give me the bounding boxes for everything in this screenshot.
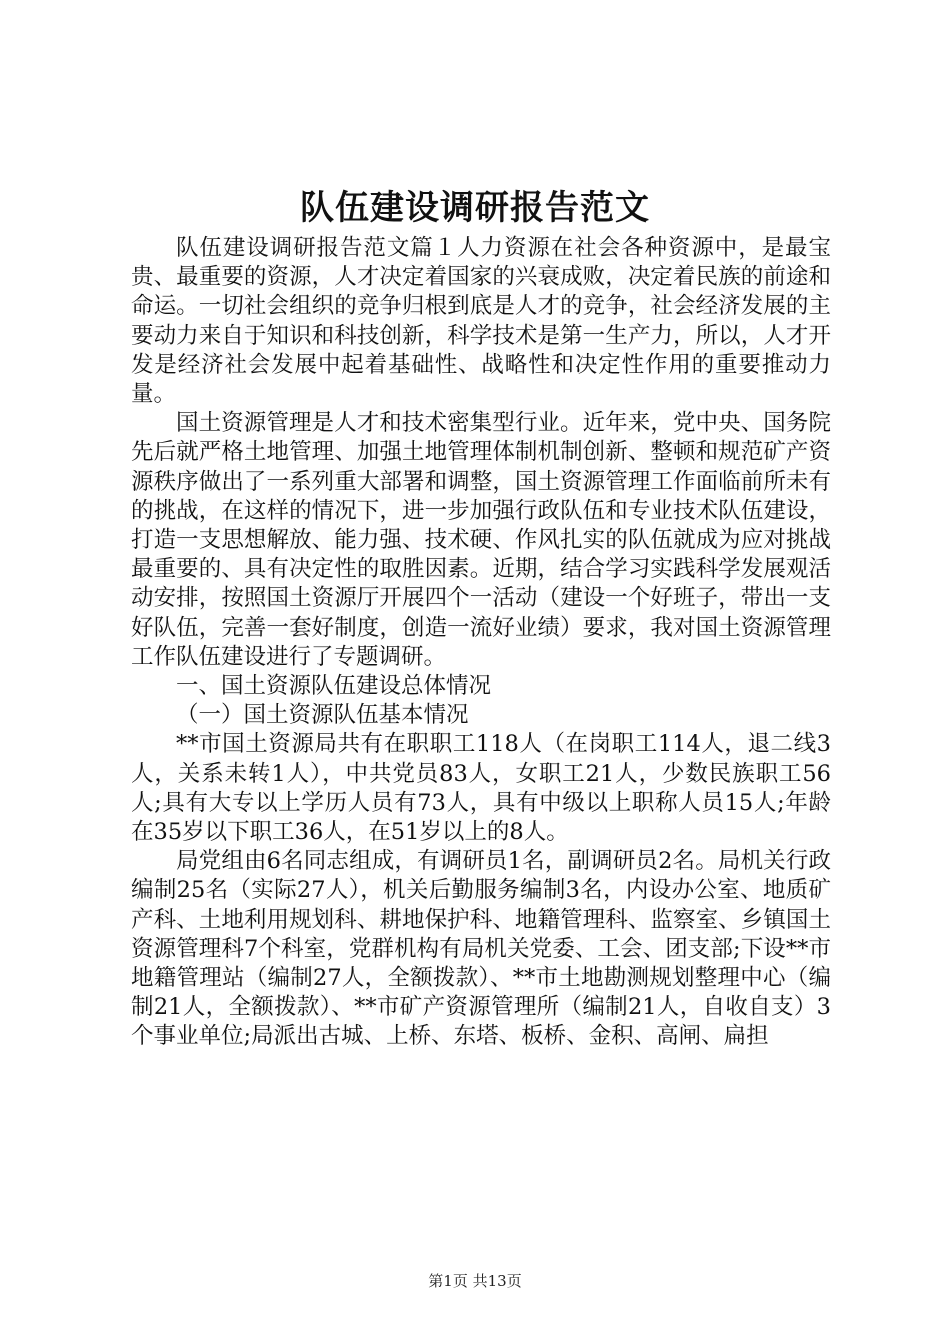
paragraph-staff-stats: **市国土资源局共有在职职工118人（在岗职工114人，退二线3人，关系未转1人），中共党员83人，女职工21人，少数民族职工56人;具有大专以上学历人员有73人，具有中级以上职称人员15人;年龄在35岁以下职工36人，在51岁以上的8人。 — [131, 731, 831, 846]
paragraph-background: 国土资源管理是人才和技术密集型行业。近年来，党中央、国务院先后就严格土地管理、加强土地管理体制机制创新、整顿和规范矿产资源秩序做出了一系列重大部署和调整，国土资源管理工作面临前所未有的挑战，在这样的情况下，进一步加强行政队伍和专业技术队伍建设，打造一支思想解放、能力强、技术硬、作风扎实的队伍就成为应对挑战最重要的、具有决定性的取胜因素。近期，结合学习实践科学发展观活动安排，按照国土资源厅开展四个一活动（建设一个好班子，带出一支好队伍，完善一套好制度，创造一流好业绩）要求，我对国土资源管理工作队伍建设进行了专题调研。 — [131, 410, 831, 670]
document-body — [131, 234, 831, 1052]
section-heading-1: 一、国土资源队伍建设总体情况 — [176, 673, 492, 700]
paragraph-intro: 队伍建设调研报告范文篇１人力资源在社会各种资源中，是最宝贵、最重要的资源，人才决定着国家的兴衰成败，决定着民族的前途和命运。一切社会组织的竞争归根到底是人才的竞争，社会经济发展的主要动力来自于知识和科技创新，科学技术是第一生产力，所以，人才开发是经济社会发展中起着基础性、战略性和决定性作用的重要推动力量。 — [131, 235, 831, 408]
document-title: 队伍建设调研报告范文 — [300, 188, 650, 228]
subsection-heading-1: （一）国土资源队伍基本情况 — [176, 702, 469, 729]
page-footer: 第1页 共13页 — [428, 1272, 522, 1290]
paragraph-organization: 局党组由6名同志组成，有调研员1名，副调研员2名。局机关行政编制25名（实际27人），机关后勤服务编制3名，内设办公室、地质矿产科、土地利用规划科、耕地保护科、地籍管理科、监察室、乡镇国土资源管理科7个科室，党群机构有局机关党委、工会、团支部;下设**市地籍管理站（编制27人，全额拨款）、**市土地勘测规划整理中心（编制21人，全额拨款）、**市矿产资源管理所（编制21人，自收自支）3个事业单位;局派出古城、上桥、东塔、板桥、金积、高闸、扁担 — [131, 848, 831, 1050]
